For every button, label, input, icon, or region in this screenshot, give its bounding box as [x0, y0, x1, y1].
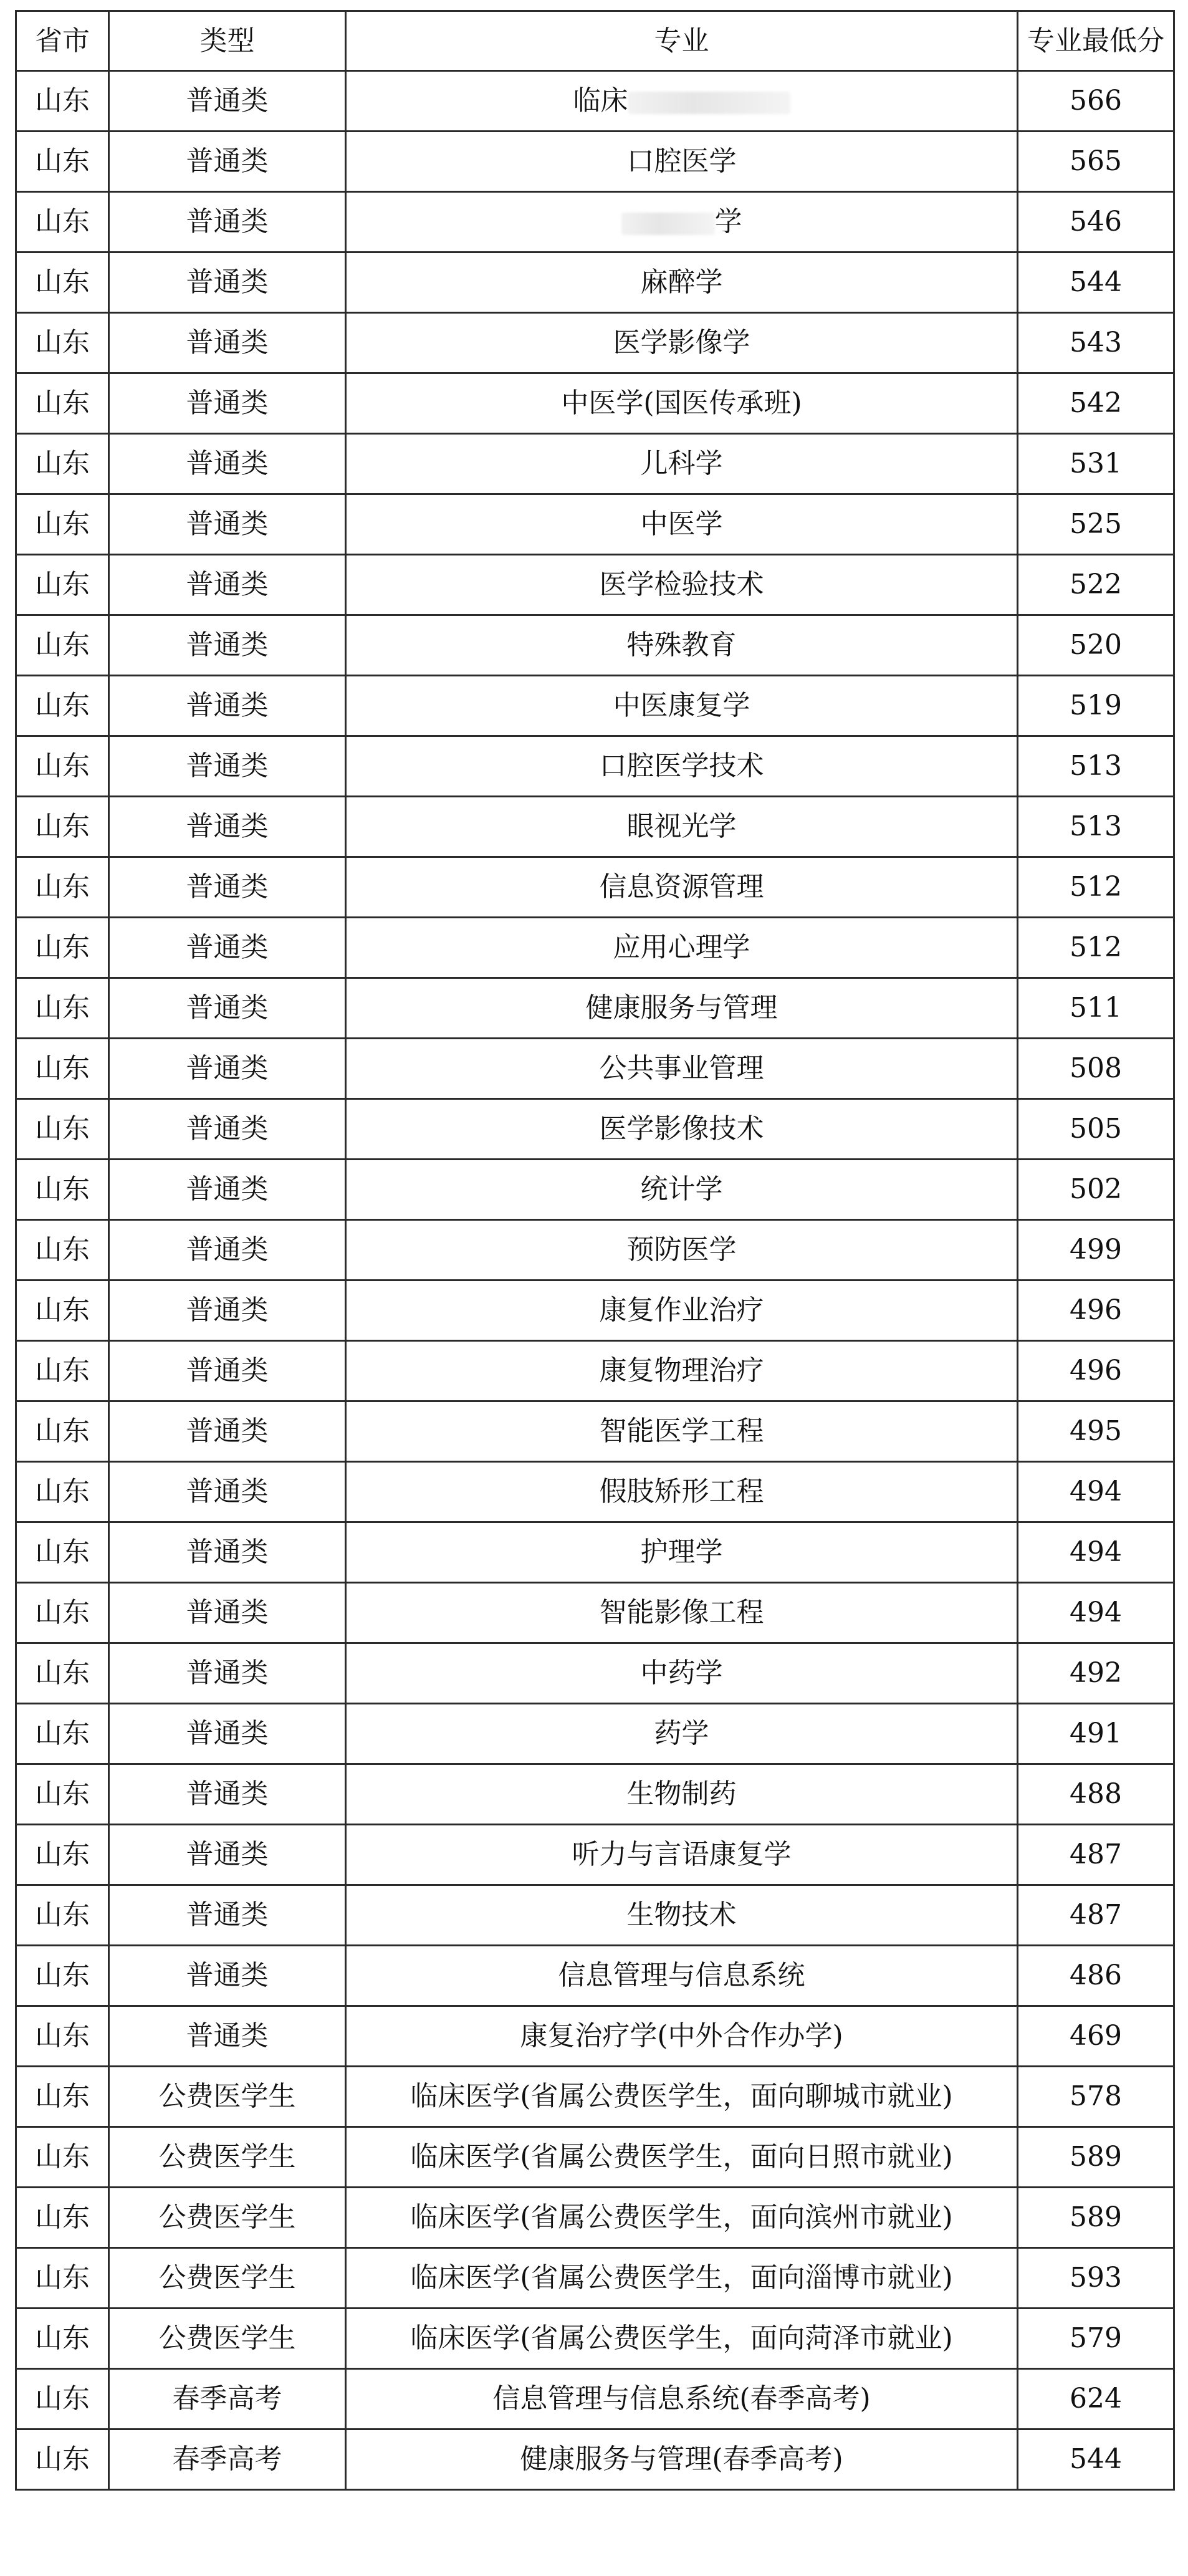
- cell-major: 信息资源管理: [346, 857, 1018, 918]
- cell-major: 临床医学(省属公费医学生，面向菏泽市就业): [346, 2309, 1018, 2369]
- table-row: [16, 555, 1174, 615]
- cell-province: 山东: [16, 2006, 109, 2067]
- major-text: 学: [714, 206, 742, 238]
- cell-province: 山东: [16, 1341, 109, 1401]
- cell-type: 普通类: [109, 1341, 346, 1401]
- cell-province: 山东: [16, 252, 109, 313]
- cell-province: 山东: [16, 1039, 109, 1099]
- header-row: [16, 11, 1174, 71]
- cell-min-score: 579: [1018, 2309, 1174, 2369]
- cell-type: 普通类: [109, 1522, 346, 1583]
- cell-province: 山东: [16, 2067, 109, 2127]
- cell-min-score: 487: [1018, 1885, 1174, 1946]
- cell-major: 健康服务与管理: [346, 978, 1018, 1039]
- cell-major: 儿科学: [346, 434, 1018, 494]
- cell-province: 山东: [16, 555, 109, 615]
- cell-min-score: 531: [1018, 434, 1174, 494]
- cell-min-score: 487: [1018, 1825, 1174, 1885]
- cell-min-score: 492: [1018, 1643, 1174, 1704]
- cell-major: 眼视光学: [346, 797, 1018, 857]
- cell-type: 普通类: [109, 252, 346, 313]
- cell-major: 应用心理学: [346, 918, 1018, 978]
- cell-type: 公费医学生: [109, 2309, 346, 2369]
- table-row: [16, 2127, 1174, 2188]
- cell-province: 山东: [16, 2248, 109, 2309]
- table-row: [16, 797, 1174, 857]
- cell-major: 智能影像工程: [346, 1583, 1018, 1643]
- table-row: [16, 857, 1174, 918]
- cell-major: 麻醉学: [346, 252, 1018, 313]
- cell-type: 普通类: [109, 978, 346, 1039]
- cell-min-score: 511: [1018, 978, 1174, 1039]
- cell-type: 公费医学生: [109, 2127, 346, 2188]
- table-row: [16, 1885, 1174, 1946]
- cell-major: 智能医学工程: [346, 1401, 1018, 1462]
- cell-min-score: 491: [1018, 1704, 1174, 1764]
- table-row: [16, 1341, 1174, 1401]
- cell-major: 健康服务与管理(春季高考): [346, 2429, 1018, 2490]
- cell-major: 统计学: [346, 1160, 1018, 1220]
- table-row: [16, 2429, 1174, 2490]
- cell-type: 普通类: [109, 1764, 346, 1825]
- cell-type: 普通类: [109, 676, 346, 736]
- score-table: [15, 10, 1175, 2491]
- cell-type: 普通类: [109, 434, 346, 494]
- table-row: [16, 2309, 1174, 2369]
- cell-major: 临床医学(省属公费医学生，面向滨州市就业): [346, 2188, 1018, 2248]
- cell-type: 普通类: [109, 71, 346, 132]
- cell-type: 普通类: [109, 1583, 346, 1643]
- cell-type: 普通类: [109, 918, 346, 978]
- cell-type: 普通类: [109, 1885, 346, 1946]
- cell-major: 康复作业治疗: [346, 1281, 1018, 1341]
- cell-min-score: 496: [1018, 1281, 1174, 1341]
- table-row: [16, 1825, 1174, 1885]
- cell-major: 信息管理与信息系统(春季高考): [346, 2369, 1018, 2429]
- cell-province: 山东: [16, 313, 109, 373]
- cell-type: 普通类: [109, 1946, 346, 2006]
- table-row: [16, 1704, 1174, 1764]
- cell-type: 普通类: [109, 1039, 346, 1099]
- cell-major: 临床医学(省属公费医学生，面向聊城市就业): [346, 2067, 1018, 2127]
- cell-min-score: 543: [1018, 313, 1174, 373]
- cell-major: 特殊教育: [346, 615, 1018, 676]
- cell-province: 山东: [16, 857, 109, 918]
- cell-type: 公费医学生: [109, 2248, 346, 2309]
- table-row: [16, 918, 1174, 978]
- table-row: [16, 2188, 1174, 2248]
- table-row: [16, 736, 1174, 797]
- cell-min-score: 494: [1018, 1583, 1174, 1643]
- cell-province: 山东: [16, 797, 109, 857]
- cell-major: 医学检验技术: [346, 555, 1018, 615]
- cell-min-score: 542: [1018, 373, 1174, 434]
- cell-major: 假肢矫形工程: [346, 1462, 1018, 1522]
- table-row: [16, 71, 1174, 132]
- cell-province: 山东: [16, 1764, 109, 1825]
- redaction-mark: [628, 92, 790, 114]
- cell-min-score: 624: [1018, 2369, 1174, 2429]
- cell-major: [346, 192, 1018, 252]
- cell-min-score: 494: [1018, 1462, 1174, 1522]
- cell-major: 信息管理与信息系统: [346, 1946, 1018, 2006]
- table-row: [16, 1946, 1174, 2006]
- cell-province: 山东: [16, 1825, 109, 1885]
- major-text: 临床: [573, 85, 628, 117]
- cell-province: 山东: [16, 615, 109, 676]
- cell-min-score: 578: [1018, 2067, 1174, 2127]
- cell-major: 中医学(国医传承班): [346, 373, 1018, 434]
- table-row: [16, 1401, 1174, 1462]
- cell-province: 山东: [16, 1160, 109, 1220]
- cell-major: 医学影像学: [346, 313, 1018, 373]
- cell-major: 中医学: [346, 494, 1018, 555]
- table-row: [16, 1764, 1174, 1825]
- cell-type: 普通类: [109, 615, 346, 676]
- cell-min-score: 486: [1018, 1946, 1174, 2006]
- cell-type: 春季高考: [109, 2369, 346, 2429]
- score-table-container: [15, 10, 1173, 2491]
- cell-province: 山东: [16, 1401, 109, 1462]
- table-row: [16, 2248, 1174, 2309]
- cell-type: 普通类: [109, 1160, 346, 1220]
- cell-major: 医学影像技术: [346, 1099, 1018, 1160]
- cell-min-score: 522: [1018, 555, 1174, 615]
- cell-major: 康复治疗学(中外合作办学): [346, 2006, 1018, 2067]
- cell-type: 公费医学生: [109, 2188, 346, 2248]
- cell-type: 普通类: [109, 1825, 346, 1885]
- table-row: [16, 978, 1174, 1039]
- table-row: [16, 1522, 1174, 1583]
- cell-min-score: 496: [1018, 1341, 1174, 1401]
- cell-type: 普通类: [109, 1220, 346, 1281]
- cell-type: 普通类: [109, 373, 346, 434]
- cell-major: 生物制药: [346, 1764, 1018, 1825]
- table-row: [16, 1281, 1174, 1341]
- cell-type: 普通类: [109, 1099, 346, 1160]
- cell-major: 听力与言语康复学: [346, 1825, 1018, 1885]
- cell-province: 山东: [16, 1583, 109, 1643]
- cell-min-score: 494: [1018, 1522, 1174, 1583]
- cell-major: 公共事业管理: [346, 1039, 1018, 1099]
- table-row: [16, 252, 1174, 313]
- table-row: [16, 373, 1174, 434]
- table-row: [16, 615, 1174, 676]
- cell-province: 山东: [16, 1704, 109, 1764]
- cell-type: 普通类: [109, 313, 346, 373]
- cell-min-score: 566: [1018, 71, 1174, 132]
- cell-min-score: 589: [1018, 2127, 1174, 2188]
- cell-type: 公费医学生: [109, 2067, 346, 2127]
- cell-type: 普通类: [109, 736, 346, 797]
- cell-major: 口腔医学: [346, 132, 1018, 192]
- cell-min-score: 488: [1018, 1764, 1174, 1825]
- table-row: [16, 2369, 1174, 2429]
- cell-major: 护理学: [346, 1522, 1018, 1583]
- cell-type: 普通类: [109, 1643, 346, 1704]
- table-row: [16, 2006, 1174, 2067]
- cell-min-score: 495: [1018, 1401, 1174, 1462]
- cell-province: 山东: [16, 1522, 109, 1583]
- cell-min-score: 546: [1018, 192, 1174, 252]
- cell-type: 普通类: [109, 2006, 346, 2067]
- cell-major: 康复物理治疗: [346, 1341, 1018, 1401]
- header-min-score: 专业最低分: [1018, 11, 1174, 71]
- cell-min-score: 593: [1018, 2248, 1174, 2309]
- table-row: [16, 1039, 1174, 1099]
- cell-type: 普通类: [109, 797, 346, 857]
- cell-province: 山东: [16, 1281, 109, 1341]
- cell-min-score: 565: [1018, 132, 1174, 192]
- cell-major: 预防医学: [346, 1220, 1018, 1281]
- cell-min-score: 512: [1018, 857, 1174, 918]
- cell-min-score: 519: [1018, 676, 1174, 736]
- cell-province: 山东: [16, 132, 109, 192]
- cell-province: 山东: [16, 2188, 109, 2248]
- cell-province: 山东: [16, 1946, 109, 2006]
- cell-province: 山东: [16, 373, 109, 434]
- cell-type: 春季高考: [109, 2429, 346, 2490]
- cell-major: 临床医学(省属公费医学生，面向日照市就业): [346, 2127, 1018, 2188]
- cell-major: 临床医学(省属公费医学生，面向淄博市就业): [346, 2248, 1018, 2309]
- cell-min-score: 505: [1018, 1099, 1174, 1160]
- cell-province: 山东: [16, 918, 109, 978]
- cell-province: 山东: [16, 2127, 109, 2188]
- cell-min-score: 499: [1018, 1220, 1174, 1281]
- redaction-mark: [621, 213, 715, 235]
- cell-major: 生物技术: [346, 1885, 1018, 1946]
- cell-type: 普通类: [109, 132, 346, 192]
- cell-min-score: 520: [1018, 615, 1174, 676]
- cell-province: 山东: [16, 1220, 109, 1281]
- cell-min-score: 544: [1018, 2429, 1174, 2490]
- table-row: [16, 1099, 1174, 1160]
- cell-major: 中药学: [346, 1643, 1018, 1704]
- table-row: [16, 132, 1174, 192]
- cell-major: 中医康复学: [346, 676, 1018, 736]
- table-row: [16, 676, 1174, 736]
- cell-min-score: 502: [1018, 1160, 1174, 1220]
- header-province: 省市: [16, 11, 109, 71]
- cell-province: 山东: [16, 494, 109, 555]
- header-major: 专业: [346, 11, 1018, 71]
- cell-province: 山东: [16, 71, 109, 132]
- header-type: 类型: [109, 11, 346, 71]
- cell-province: 山东: [16, 736, 109, 797]
- table-row: [16, 1583, 1174, 1643]
- cell-province: 山东: [16, 2309, 109, 2369]
- cell-type: 普通类: [109, 1401, 346, 1462]
- cell-type: 普通类: [109, 192, 346, 252]
- table-row: [16, 1220, 1174, 1281]
- cell-type: 普通类: [109, 857, 346, 918]
- cell-type: 普通类: [109, 494, 346, 555]
- cell-province: 山东: [16, 978, 109, 1039]
- table-row: [16, 494, 1174, 555]
- table-row: [16, 1160, 1174, 1220]
- cell-type: 普通类: [109, 1704, 346, 1764]
- cell-type: 普通类: [109, 1462, 346, 1522]
- cell-min-score: 469: [1018, 2006, 1174, 2067]
- cell-min-score: 525: [1018, 494, 1174, 555]
- table-row: [16, 1643, 1174, 1704]
- cell-province: 山东: [16, 2369, 109, 2429]
- cell-province: 山东: [16, 676, 109, 736]
- cell-major: 药学: [346, 1704, 1018, 1764]
- table-body: [16, 71, 1174, 2490]
- cell-major: [346, 71, 1018, 132]
- cell-province: 山东: [16, 1462, 109, 1522]
- cell-province: 山东: [16, 1643, 109, 1704]
- cell-province: 山东: [16, 434, 109, 494]
- cell-type: 普通类: [109, 1281, 346, 1341]
- cell-type: 普通类: [109, 555, 346, 615]
- table-row: [16, 192, 1174, 252]
- cell-min-score: 544: [1018, 252, 1174, 313]
- cell-province: 山东: [16, 2429, 109, 2490]
- cell-min-score: 508: [1018, 1039, 1174, 1099]
- cell-min-score: 512: [1018, 918, 1174, 978]
- cell-major: 口腔医学技术: [346, 736, 1018, 797]
- cell-province: 山东: [16, 192, 109, 252]
- table-row: [16, 434, 1174, 494]
- cell-province: 山东: [16, 1885, 109, 1946]
- table-row: [16, 1462, 1174, 1522]
- table-row: [16, 313, 1174, 373]
- table-row: [16, 2067, 1174, 2127]
- cell-min-score: 589: [1018, 2188, 1174, 2248]
- cell-province: 山东: [16, 1099, 109, 1160]
- cell-min-score: 513: [1018, 797, 1174, 857]
- cell-min-score: 513: [1018, 736, 1174, 797]
